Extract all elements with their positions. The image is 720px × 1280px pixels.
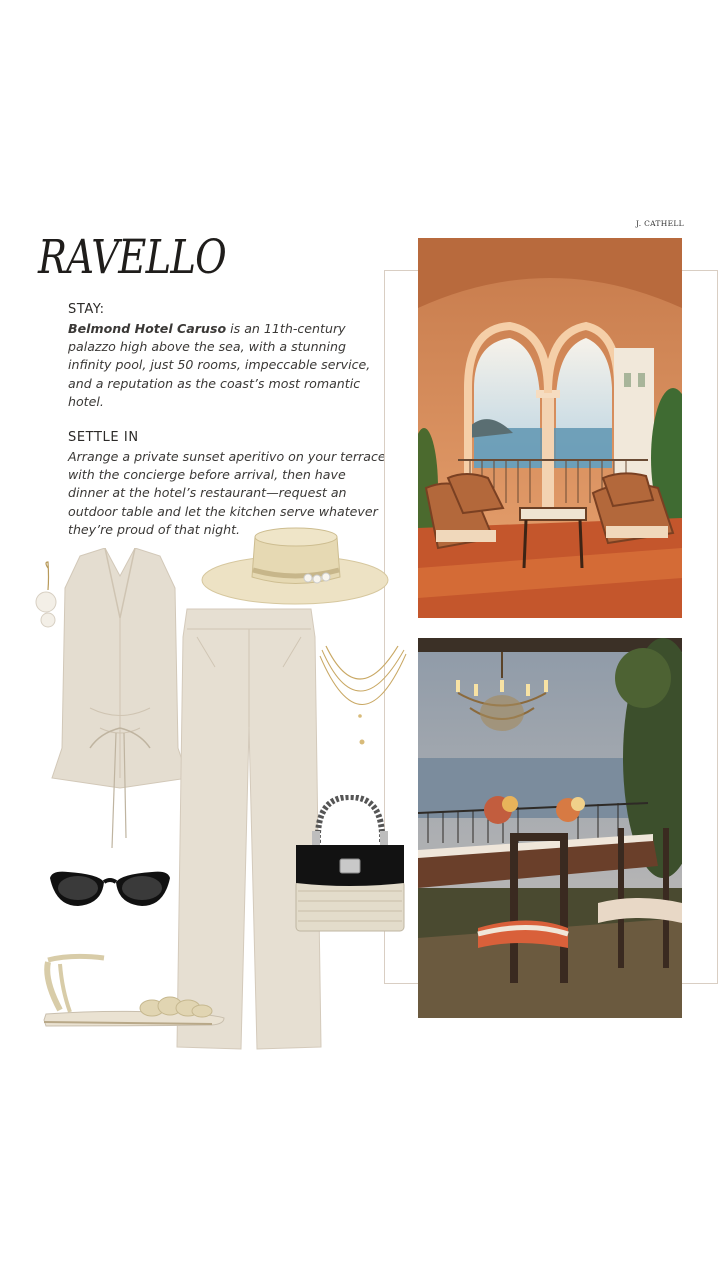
settle-line-4: outdoor table and let the kitchen serve whatever xyxy=(68,503,378,519)
woven-flat-sandal xyxy=(42,950,226,1028)
page-title: RAVELLO xyxy=(38,230,226,285)
settle-heading: SETTLE IN xyxy=(68,430,139,445)
settle-line-2: with the concierge before arrival, then have xyxy=(68,467,346,483)
stay-description xyxy=(68,320,388,411)
stay-line-3: infinity pool, just 50 rooms, impeccable service, xyxy=(68,357,371,373)
layered-gold-necklace xyxy=(318,642,408,750)
linen-peplum-top xyxy=(50,548,190,853)
hotel-name: Belmond Hotel Caruso xyxy=(68,321,227,336)
stay-line-1: is an 11th-century xyxy=(226,321,346,336)
straw-boater-hat xyxy=(200,522,390,607)
settle-line-5: they’re proud of that night. xyxy=(68,521,241,537)
settle-line-1: Arrange a private sunset aperitivo on your terrace xyxy=(68,449,386,464)
stay-line-2: palazzo high above the sea, with a stunning xyxy=(68,339,347,355)
dinner-terrace-photo xyxy=(418,638,682,1018)
terrace-arch-photo xyxy=(418,238,682,618)
rattan-top-handle-bag xyxy=(294,795,406,933)
settle-line-3: dinner at the hotel’s restaurant—request an xyxy=(68,485,347,501)
stay-line-4: and a reputation as the coast’s most romantic xyxy=(68,375,361,391)
brand-mark: J. CATHELL xyxy=(636,219,684,228)
stay-line-5: hotel. xyxy=(68,393,104,409)
black-cat-eye-sunglasses xyxy=(48,868,172,910)
stay-heading: STAY: xyxy=(68,302,105,317)
